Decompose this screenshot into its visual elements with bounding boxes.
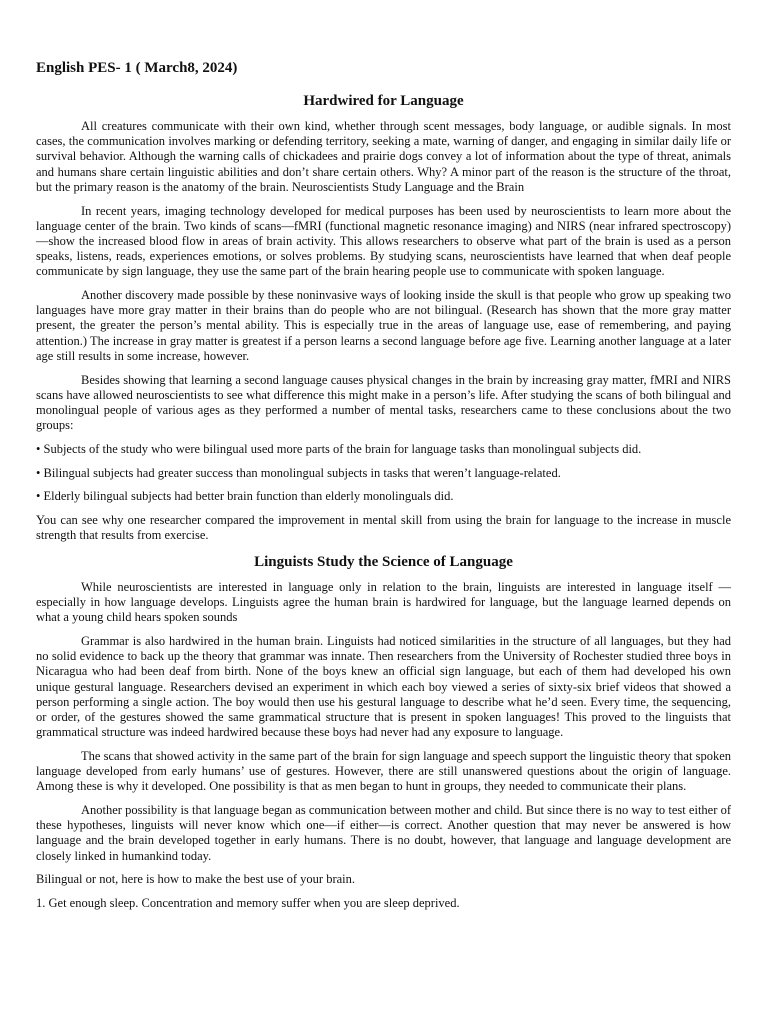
list-item: 1. Get enough sleep. Concentration and memory suffer when you are sleep deprived. bbox=[36, 896, 460, 911]
paragraph: Another discovery made possible by these noninvasive ways of looking inside the skull is that people who grow up speaking two languages have more gray matter in their brains than do people who are not bilingual. (Research has shown that the more gray matter present, the greater the person’s mental ability. This is especially true in the areas of language use, ease of remembering, and paying attention.) The increase in gray matter is greatest if a person learns a second language before age five. Learning another language at a later age still results in some increase, however. bbox=[36, 288, 731, 363]
conclusions-list bbox=[36, 442, 731, 505]
paragraph: Grammar is also hardwired in the human brain. Linguists had noticed similarities in the structure of all languages, but they had no solid evidence to back up the theory that grammar was innate. Then researchers from the University of Rochester studied three boys in Nicaragua who had been deaf from birth. None of the boys knew an official sign language, but each of them had developed his own unique gestural language. Researchers devised an experiment in which each boy viewed a series of sixty-six brief videos that showed a person performing a single action. The boy would then use his gestural language to describe what he’d seen. Every time, the sequencing, or order, of the gestures showed the same grammatical structure that is present in spoken languages! This proved to the linguists that grammatical structure was indeed hardwired because these boys had never had any exposure to language. bbox=[36, 633, 731, 740]
document-header: English PES- 1 ( March8, 2024) bbox=[36, 60, 238, 76]
list-item: • Elderly bilingual subjects had better brain function than elderly monolinguals did. bbox=[36, 489, 454, 504]
article-title: Hardwired for Language bbox=[303, 93, 464, 109]
tips-intro: Bilingual or not, here is how to make the best use of your brain. bbox=[36, 872, 356, 887]
paragraph: While neuroscientists are interested in language only in relation to the brain, linguists are interested in language itself —especially in how language develops. Linguists agree the human brain is hardwired for language, but the language learned depends on what a young child hears spoken sounds bbox=[36, 579, 731, 625]
paragraph: Another possibility is that language began as communication between mother and child. But since there is no way to test either of these hypotheses, linguists will never know which one—if either—is correct. Another question that may never be answered is how language and the brain developed together in early humans. There is no doubt, however, that language and language development are closely linked in humankind today. bbox=[36, 803, 731, 863]
paragraph: All creatures communicate with their own kind, whether through scent messages, body language, or audible signals. In most cases, the communication involves marking or defending territory, seeking a mate, warning of danger, and engaging in similar daily life or survival behavior. Although the warning calls of chickadees and prairie dogs convey a lot of information about the type of threat, animals and humans share certain linguistic abilities and don’t share certain others. Why? A minor part of the reason is the structure of the throat, but the primary reason is the anatomy of the brain. Neuroscientists Study Language and the Brain bbox=[36, 119, 731, 194]
paragraph: You can see why one researcher compared the improvement in mental skill from using the brain for language to the increase in muscle strength that results from exercise. bbox=[36, 512, 731, 543]
section-heading: Linguists Study the Science of Language bbox=[254, 553, 513, 570]
paragraph: In recent years, imaging technology developed for medical purposes has been used by neuroscientists to learn more about the language center of the brain. Two kinds of scans—fMRI (functional magnetic resonance imaging) and NIRS (near infrared spectroscopy)—show the increased blood flow in areas of brain activity. This allows researchers to observe what part of the brain is used as a person speaks, listens, reads, experiences emotions, or solves problems. By studying scans, neuroscientists have learned that when deaf people communicate by sign language, they use the same part of the brain hearing people use to communicate with spoken language. bbox=[36, 203, 731, 279]
list-item: • Bilingual subjects had greater success than monolingual subjects in tasks that weren’t language-related. bbox=[36, 465, 561, 480]
paragraph: The scans that showed activity in the same part of the brain for sign language and speech support the linguistic theory that spoken language developed from early humans’ use of gestures. However, there are still unanswered questions about the origin of language. Among these is why it developed. One possibility is that as men began to hunt in groups, they needed to communicate their plans. bbox=[36, 748, 731, 794]
paragraph: Besides showing that learning a second language causes physical changes in the brain by increasing gray matter, fMRI and NIRS scans have allowed neuroscientists to see what difference this might make in a person’s life. After studying the scans of both bilingual and monolingual people of various ages as they performed a number of mental tasks, researchers came to these conclusions about the two groups: bbox=[36, 372, 731, 433]
tips-list bbox=[36, 896, 731, 911]
list-item: • Subjects of the study who were bilingual used more parts of the brain for language tasks than monolingual subjects did. bbox=[36, 441, 642, 456]
document-page bbox=[36, 58, 731, 920]
